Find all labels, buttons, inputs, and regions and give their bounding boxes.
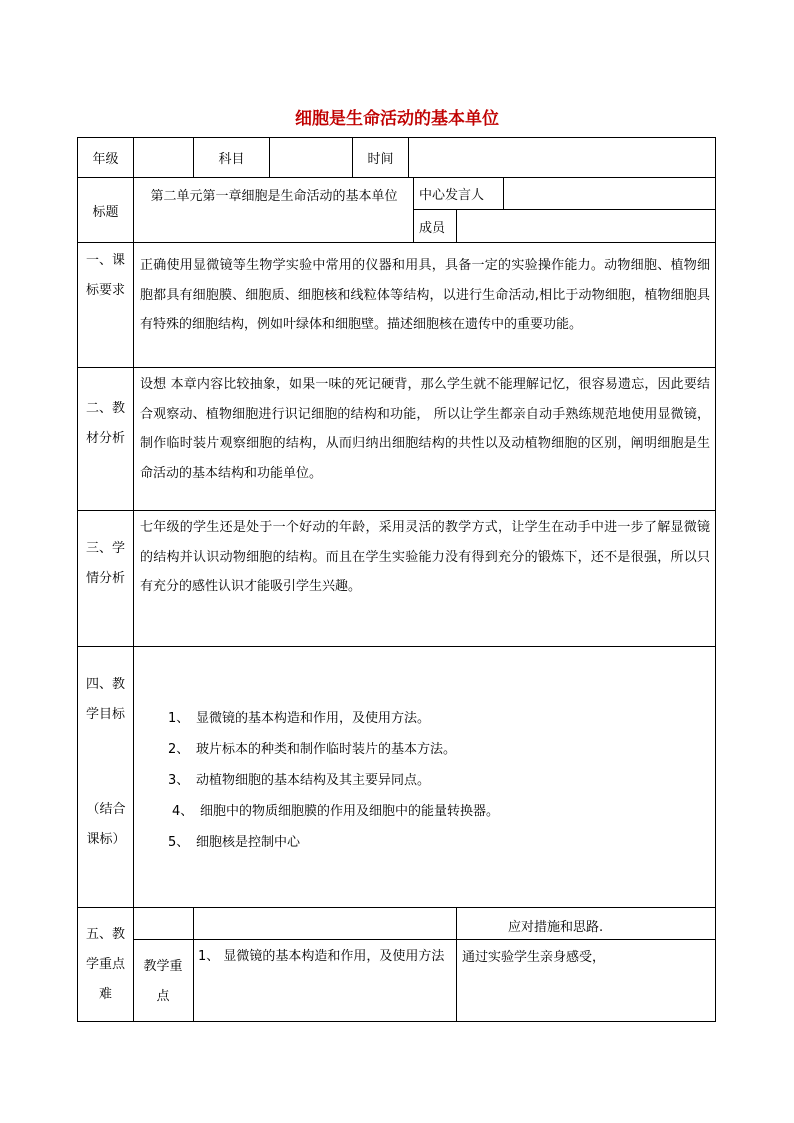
grade-value-cell[interactable] [134, 138, 193, 177]
key-points-row-content: 1、 显微镜的基本构造和作用，及使用方法 [198, 949, 445, 964]
topic-label: 标题 [92, 204, 119, 220]
key-points-header-empty [134, 908, 193, 939]
goals-label: 四、教学目标 [85, 677, 125, 722]
students-label: 三、学情分析 [85, 541, 125, 586]
goal-text: 动植物细胞的基本结构及其主要异同点。 [196, 773, 431, 788]
time-label: 时间 [367, 152, 394, 167]
key-points-row-label: 教学重点 [143, 959, 183, 1004]
subject-label: 科目 [218, 152, 245, 167]
goal-text: 显微镜的基本构造和作用，及使用方法。 [196, 711, 431, 726]
topic-value: 第二单元第一章细胞是生命活动的基本单位 [150, 189, 398, 204]
key-points-content-header [194, 908, 456, 939]
document-title: 细胞是生命活动的基本单位 [295, 109, 499, 129]
goal-number: 5、 [168, 835, 190, 850]
key-points-label: 五、教学重点难 [85, 927, 125, 1002]
members-label: 成员 [419, 220, 446, 236]
measures-header: 应对措施和思路. [508, 920, 604, 935]
goal-number: 1、 [168, 711, 190, 726]
students-text: 七年级的学生还是处于一个好动的年龄，采用灵活的教学方式，让学生在动手中进一步了解显微镜的结构并认识动物细胞的结构。而且在学生实验能力没有得到充分的锻炼下，还不是很强，所以只有充分的感性认识才能吸引学生兴趣。 [140, 520, 710, 594]
goal-text: 玻片标本的种类和制作临时装片的基本方法。 [196, 742, 457, 757]
goal-item [168, 707, 430, 726]
goal-item [168, 738, 456, 757]
time-value-cell[interactable] [409, 138, 715, 177]
members-value-cell[interactable] [457, 210, 715, 242]
goal-text: 细胞核是控制中心 [196, 835, 301, 850]
standards-text: 正确使用显微镜等生物学实验中常用的仪器和用具，具备一定的实验操作能力。动物细胞、植物细胞都具有细胞膜、细胞质、细胞核和线粒体等结构，以进行生命活动,相比于动物细胞，植物细胞具有特殊的细胞结构，例如叶绿体和细胞壁。描述细胞核在遗传中的重要功能。 [140, 258, 710, 332]
goal-item [168, 769, 430, 788]
goal-number: 2、 [168, 742, 190, 757]
goal-item [172, 800, 499, 819]
goal-number: 3、 [168, 773, 190, 788]
goal-text: 细胞中的物质细胞膜的作用及细胞中的能量转换器。 [200, 804, 500, 819]
speaker-value-cell[interactable] [504, 178, 715, 209]
goal-number: 4、 [172, 804, 194, 819]
speaker-label: 中心发言人 [419, 188, 485, 203]
textbook-label: 二、教材分析 [85, 401, 125, 446]
goals-note: （结合课标） [86, 802, 126, 847]
subject-value-cell[interactable] [270, 138, 352, 177]
standards-label: 一、课标要求 [85, 253, 125, 298]
grade-label: 年级 [92, 152, 119, 167]
key-points-row-measure: 通过实验学生亲身感受， [462, 950, 606, 965]
textbook-text: 设想 本章内容比较抽象，如果一味的死记硬背，那么学生就不能理解记忆，很容易遗忘，因此要结合观察动、植物细胞进行识记细胞的结构和功能， 所以让学生都亲自动手熟练规范地使用显微镜，制作临时装片观察细胞的结构，从而归纳出细胞结构的共性以及动植物细胞的区别，阐明细胞是生命活动的基本结构和功能单位。 [140, 377, 710, 481]
goal-item [168, 831, 300, 850]
